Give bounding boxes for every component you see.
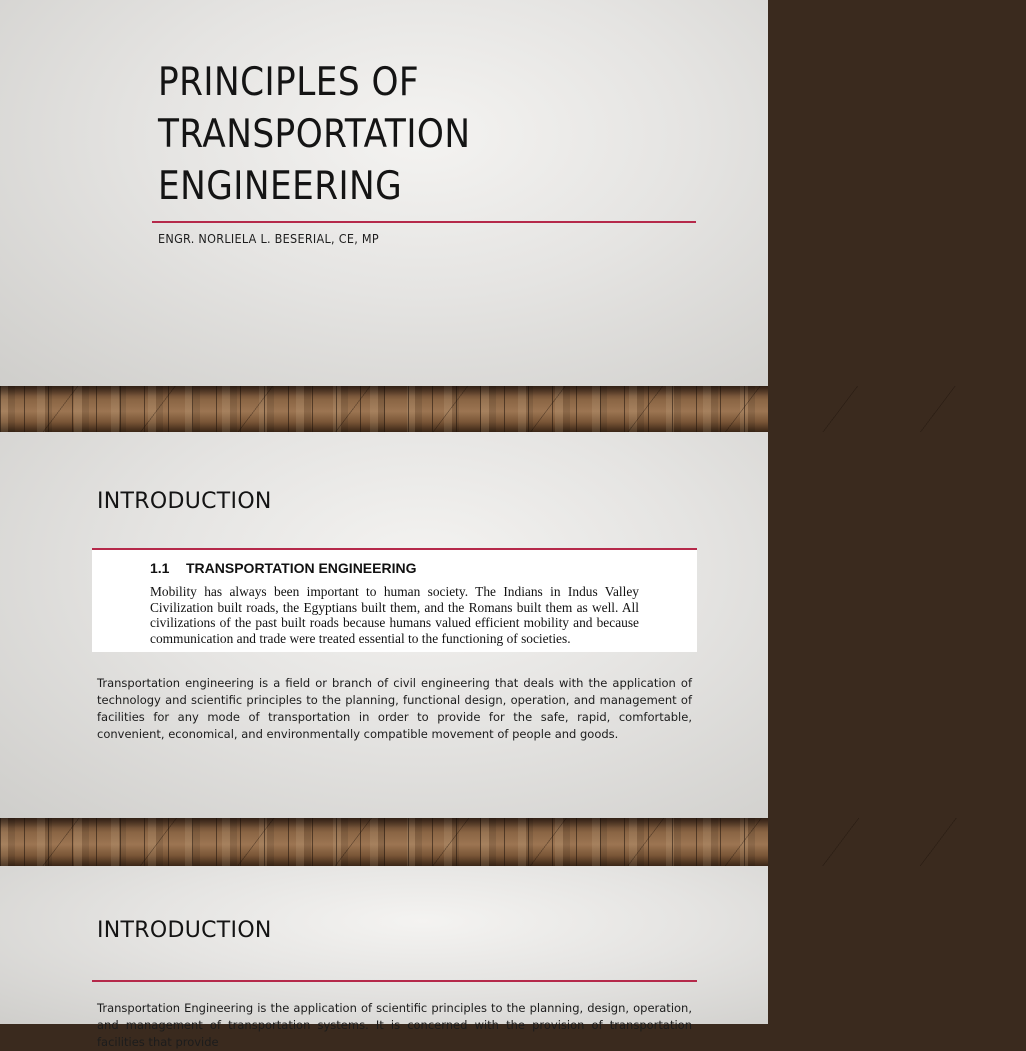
wood-floor-divider <box>0 386 768 432</box>
excerpt-section-number: 1.1 <box>150 560 170 576</box>
textbook-excerpt-image <box>92 550 697 652</box>
title-divider <box>152 221 696 223</box>
introduction-slide <box>0 432 768 818</box>
heading-divider <box>92 980 697 982</box>
excerpt-section-title: TRANSPORTATION ENGINEERING <box>186 560 417 576</box>
title-slide <box>0 0 768 386</box>
author-subtitle: ENGR. NORLIELA L. BESERIAL, CE, MP <box>158 231 379 246</box>
slide-heading: INTRODUCTION <box>97 489 272 514</box>
slide-heading: INTRODUCTION <box>97 918 272 943</box>
presentation-title: PRINCIPLES OF TRANSPORTATION ENGINEERING <box>158 60 471 209</box>
wood-floor-divider <box>0 818 768 866</box>
introduction-slide-2 <box>0 866 768 1049</box>
definition-paragraph: Transportation engineering is a field or branch of civil engineering that deals with the application of technology and scientific principles to the planning, functional design, operation, and management of facilities for any mode of transportation in order to provide for the safe, rapid, comfortable, convenient, economical, and environmentally compatible movement of people and goods. <box>97 676 692 741</box>
excerpt-section-heading <box>150 560 639 576</box>
definition-paragraph: Transportation Engineering is the application of scientific principles to the planning, design, operation, and management of transportation systems. It is concerned with the provision of transportation facilities that provide <box>97 1001 692 1049</box>
excerpt-body-text: Mobility has always been important to human society. The Indians in Indus Valley Civilization built roads, the Egyptians built them, and the Romans built them as well. All civilizations of the past built roads because humans valued efficient mobility and because communication and trade were treated essential to the functioning of societies. <box>150 584 639 646</box>
